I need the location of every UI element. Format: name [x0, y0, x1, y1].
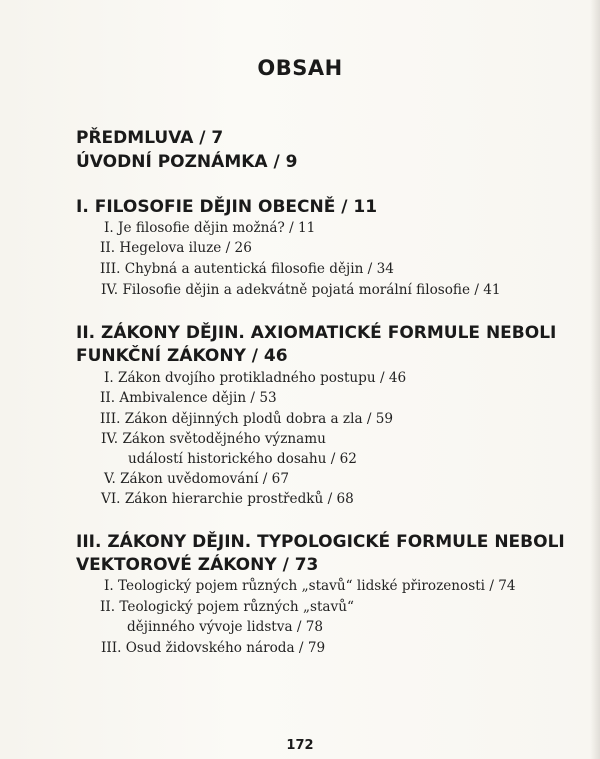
- toc-entry-foreword: PŘEDMLUVA / 7: [76, 128, 224, 148]
- toc-chapter-entry: III. Osud židovského národa / 79: [101, 640, 326, 656]
- toc-chapter-entry: VI. Zákon hierarchie prostředků / 68: [101, 491, 354, 507]
- toc-chapter-entry: I. Zákon dvojího protikladného postupu / 46: [104, 370, 407, 386]
- toc-chapter-entry: I. Teologický pojem různých „stavů“ lidské přirozenosti / 74: [104, 578, 516, 594]
- page-edge-shadow: [590, 0, 600, 759]
- toc-chapter-entry-continued: událostí historického dosahu / 62: [128, 451, 357, 467]
- toc-chapter-entry: I. Je filosofie dějin možná? / 11: [104, 220, 316, 236]
- toc-chapter-entry: III. Chybná a autentická filosofie dějin / 34: [100, 261, 394, 277]
- toc-chapter-entry: II. Teologický pojem různých „stavů“: [100, 599, 354, 615]
- page-number: 172: [286, 738, 314, 753]
- toc-chapter-entry: II. Ambivalence dějin / 53: [100, 390, 277, 406]
- toc-entry-introductory-note: ÚVODNÍ POZNÁMKA / 9: [76, 152, 298, 172]
- toc-part-heading-1: I. FILOSOFIE DĚJIN OBECNĚ / 11: [76, 197, 378, 217]
- toc-chapter-entry: II. Hegelova iluze / 26: [100, 240, 252, 256]
- toc-chapter-entry: IV. Filosofie dějin a adekvátně pojatá morální filosofie / 41: [101, 282, 501, 298]
- toc-part-heading-3: III. ZÁKONY DĚJIN. TYPOLOGICKÉ FORMULE NEBOLI: [76, 532, 565, 552]
- toc-chapter-entry: IV. Zákon světodějného významu: [101, 431, 326, 447]
- toc-chapter-entry: III. Zákon dějinných plodů dobra a zla / 59: [100, 411, 394, 427]
- toc-chapter-entry-continued: dějinného vývoje lidstva / 78: [127, 619, 324, 635]
- toc-part-heading-2-continued: FUNKČNÍ ZÁKONY / 46: [76, 346, 288, 366]
- toc-part-heading-2: II. ZÁKONY DĚJIN. AXIOMATICKÉ FORMULE NEBOLI: [76, 323, 557, 343]
- page-title: OBSAH: [257, 56, 343, 80]
- toc-part-heading-3-continued: VEKTOROVÉ ZÁKONY / 73: [76, 555, 319, 575]
- toc-chapter-entry: V. Zákon uvědomování / 67: [104, 471, 289, 487]
